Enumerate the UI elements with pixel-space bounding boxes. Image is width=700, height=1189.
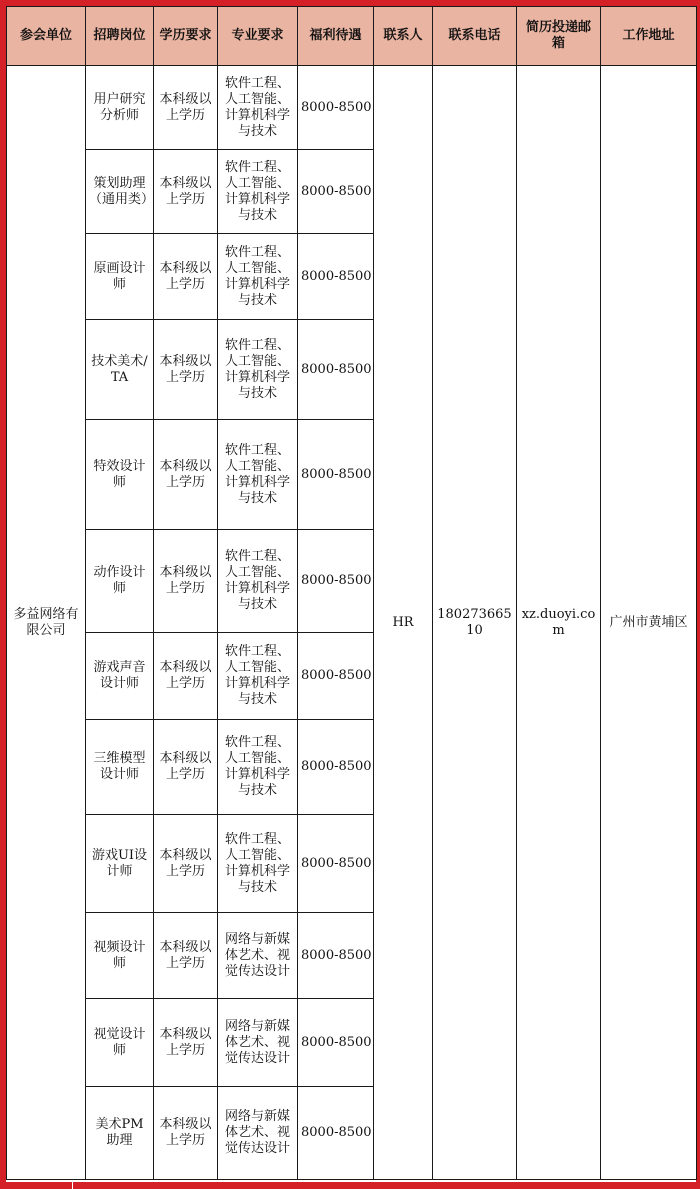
major-cell: 软件工程、人工智能、计算机科学与技术 <box>218 720 298 815</box>
header-position: 招聘岗位 <box>86 7 154 66</box>
salary-cell: 8000-8500 <box>298 913 374 999</box>
position-cell: 策划助理（通用类） <box>86 150 154 234</box>
position-cell: 特效设计师 <box>86 420 154 530</box>
position-cell: 三维模型设计师 <box>86 720 154 815</box>
position-cell: 视觉设计师 <box>86 999 154 1087</box>
contact-cell: HR <box>374 66 433 1180</box>
education-cell: 本科级以上学历 <box>154 720 218 815</box>
major-cell: 软件工程、人工智能、计算机科学与技术 <box>218 815 298 913</box>
education-cell: 本科级以上学历 <box>154 1087 218 1180</box>
education-cell: 本科级以上学历 <box>154 913 218 999</box>
major-cell: 软件工程、人工智能、计算机科学与技术 <box>218 320 298 420</box>
education-cell: 本科级以上学历 <box>154 633 218 720</box>
header-contact: 联系人 <box>374 7 433 66</box>
header-phone: 联系电话 <box>433 7 517 66</box>
address-cell: 广州市黄埔区 <box>601 66 697 1180</box>
position-cell: 技术美术/TA <box>86 320 154 420</box>
major-cell: 软件工程、人工智能、计算机科学与技术 <box>218 66 298 150</box>
header-row <box>7 7 697 66</box>
salary-cell: 8000-8500 <box>298 633 374 720</box>
education-cell: 本科级以上学历 <box>154 66 218 150</box>
major-cell: 网络与新媒体艺术、视觉传达设计 <box>218 999 298 1087</box>
education-cell: 本科级以上学历 <box>154 999 218 1087</box>
education-cell: 本科级以上学历 <box>154 530 218 633</box>
email-cell[interactable]: xz.duoyi.com <box>517 66 601 1180</box>
position-cell: 美术PM助理 <box>86 1087 154 1180</box>
education-cell: 本科级以上学历 <box>154 420 218 530</box>
header-address: 工作地址 <box>601 7 697 66</box>
position-cell: 游戏UI设计师 <box>86 815 154 913</box>
header-company: 参会单位 <box>7 7 86 66</box>
salary-cell: 8000-8500 <box>298 1087 374 1180</box>
major-cell: 网络与新媒体艺术、视觉传达设计 <box>218 1087 298 1180</box>
table-row <box>7 66 697 150</box>
header-salary: 福利待遇 <box>298 7 374 66</box>
position-cell: 原画设计师 <box>86 234 154 320</box>
major-cell: 软件工程、人工智能、计算机科学与技术 <box>218 234 298 320</box>
header-major: 专业要求 <box>218 7 298 66</box>
phone-cell: 18027366510 <box>433 66 517 1180</box>
education-cell: 本科级以上学历 <box>154 234 218 320</box>
header-education: 学历要求 <box>154 7 218 66</box>
recruitment-table <box>6 6 697 1180</box>
position-cell: 视频设计师 <box>86 913 154 999</box>
salary-cell: 8000-8500 <box>298 999 374 1087</box>
major-cell: 软件工程、人工智能、计算机科学与技术 <box>218 150 298 234</box>
major-cell: 软件工程、人工智能、计算机科学与技术 <box>218 530 298 633</box>
education-cell: 本科级以上学历 <box>154 150 218 234</box>
major-cell: 网络与新媒体艺术、视觉传达设计 <box>218 913 298 999</box>
salary-cell: 8000-8500 <box>298 420 374 530</box>
position-cell: 用户研究分析师 <box>86 66 154 150</box>
major-cell: 软件工程、人工智能、计算机科学与技术 <box>218 633 298 720</box>
salary-cell: 8000-8500 <box>298 320 374 420</box>
table-body <box>7 66 697 1180</box>
position-cell: 动作设计师 <box>86 530 154 633</box>
salary-cell: 8000-8500 <box>298 815 374 913</box>
salary-cell: 8000-8500 <box>298 66 374 150</box>
education-cell: 本科级以上学历 <box>154 320 218 420</box>
salary-cell: 8000-8500 <box>298 530 374 633</box>
salary-cell: 8000-8500 <box>298 150 374 234</box>
salary-cell: 8000-8500 <box>298 234 374 320</box>
company-cell: 多益网络有限公司 <box>7 66 86 1180</box>
header-email: 简历投递邮箱 <box>517 7 601 66</box>
page-frame <box>6 6 696 1182</box>
position-cell: 游戏声音设计师 <box>86 633 154 720</box>
major-cell: 软件工程、人工智能、计算机科学与技术 <box>218 420 298 530</box>
salary-cell: 8000-8500 <box>298 720 374 815</box>
education-cell: 本科级以上学历 <box>154 815 218 913</box>
